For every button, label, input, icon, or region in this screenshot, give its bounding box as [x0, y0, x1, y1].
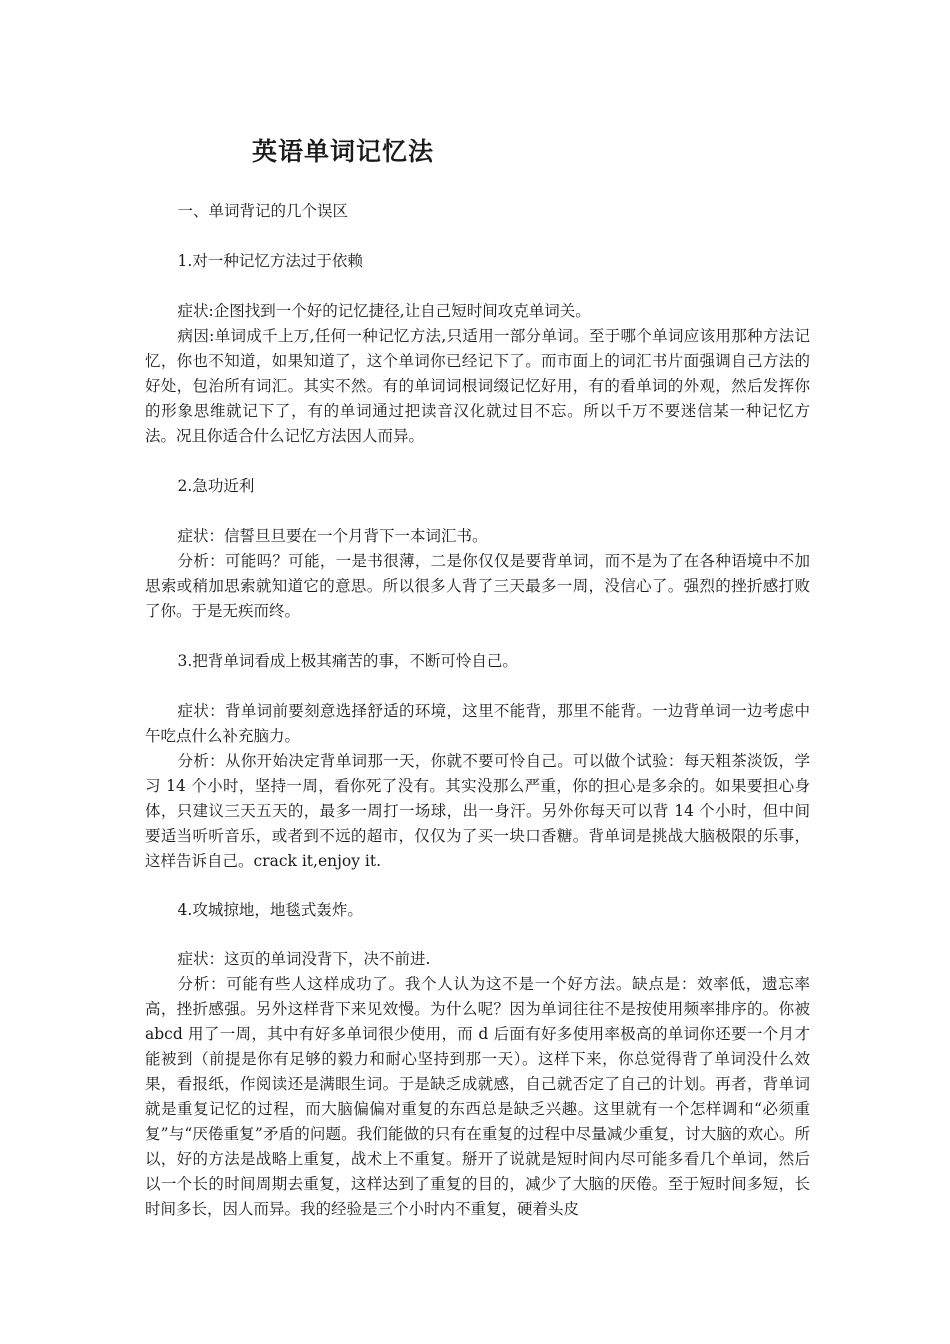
symptom-paragraph: 症状:企图找到一个好的记忆捷径,让自己短时间攻克单词关。 [177, 302, 591, 320]
document-body [145, 199, 810, 1222]
symptom-paragraph: 症状：这页的单词没背下，决不前进. [177, 950, 431, 968]
subsection-heading: 3.把背单词看成上极其痛苦的事，不断可怜自己。 [177, 652, 518, 670]
subsection-heading: 4.攻城掠地，地毯式轰炸。 [177, 901, 363, 919]
subsection-heading: 1.对一种记忆方法过于依赖 [177, 252, 363, 270]
symptom-paragraph: 症状：信誓旦旦要在一个月背下一本词汇书。 [177, 527, 488, 545]
analysis-paragraph: 病因:单词成千上万,任何一种记忆方法,只适用一部分单词。至于哪个单词应该用那种方法记忆，你也不知道，如果知道了，这个单词你已经记下了。而市面上的词汇书片面强调自己方法的好处，包治所有词汇。其实不然。有的单词词根词缀记忆好用，有的看单词的外观，然后发挥你的形象思维就记下了，有的单词通过把读音汉化就过目不忘。所以千万不要迷信某一种记忆方法。况且你适合什么记忆方法因人而异。 [145, 327, 810, 445]
symptom-paragraph: 症状：背单词前要刻意选择舒适的环境，这里不能背，那里不能背。一边背单词一边考虑中午吃点什么补充脑力。 [145, 702, 810, 745]
section-heading: 一、单词背记的几个误区 [177, 202, 349, 220]
analysis-paragraph: 分析：从你开始决定背单词那一天，你就不要可怜自己。可以做个试验：每天粗茶淡饭，学习 14 个小时，坚持一周，看你死了没有。其实没那么严重，你的担心是多余的。如果要担心身体，只建议三天五天的，最多一周打一场球，出一身汗。另外你每天可以背 14 个小时，但中间要适当听听音乐，或者到不远的超市，仅仅为了买一块口香糖。背单词是挑战大脑极限的乐事，这样告诉自己。crack it,enjoy it. [145, 752, 810, 870]
subsection-heading: 2.急功近利 [177, 477, 255, 495]
analysis-paragraph: 分析：可能有些人这样成功了。我个人认为这不是一个好方法。缺点是：效率低，遗忘率高，挫折感强。另外这样背下来见效慢。为什么呢？因为单词往往不是按使用频率排序的。你被 abcd 用了一周，其中有好多单词很少使用，而 d 后面有好多使用率极高的单词你还要一个月才能被到（前提是你有足够的毅力和耐心坚持到那一天）。这样下来，你总觉得背了单词没什么效果，看报纸，作阅读还是满眼生词。于是缺乏成就感，自己就否定了自己的计划。再者，背单词就是重复记忆的过程，而大脑偏偏对重复的东西总是缺乏兴趣。这里就有一个怎样调和“必须重复”与“厌倦重复”矛盾的问题。我们能做的只有在重复的过程中尽量减少重复，讨大脑的欢心。所以，好的方法是战略上重复，战术上不重复。掰开了说就是短时间内尽可能多看几个单词，然后以一个长的时间周期去重复，这样达到了重复的目的，减少了大脑的厌倦。至于短时间多短，长时间多长，因人而异。我的经验是三个小时内不重复，硬着头皮 [145, 975, 810, 1218]
document-title: 英语单词记忆法 [252, 137, 435, 166]
analysis-paragraph: 分析：可能吗？可能，一是书很薄，二是你仅仅是要背单词，而不是为了在各种语境中不加思索或稍加思索就知道它的意思。所以很多人背了三天最多一周，没信心了。强烈的挫折感打败了你。于是无疾而终。 [145, 552, 810, 620]
